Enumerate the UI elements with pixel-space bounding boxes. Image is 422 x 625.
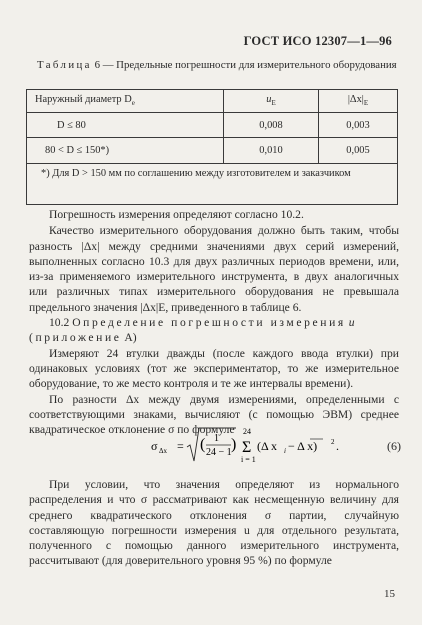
formula-lhs-sub: Δx bbox=[159, 447, 168, 455]
table-caption bbox=[37, 59, 397, 72]
paragraph-measure: Измеряют 24 втулки дважды (после каждого ввода втулки) при одинаковых условиях (тот же экспериментатор, то же измерительное оборудование, то же место контроля и те же интервалы времени). bbox=[29, 346, 399, 391]
header-diameter: Наружный диаметр $D_e$ bbox=[27, 90, 224, 113]
svg-text:): ) bbox=[231, 436, 237, 453]
table-row bbox=[27, 113, 398, 138]
row-range: 80 < D ≤ 150*) bbox=[27, 138, 224, 164]
row-u: 0,010 bbox=[224, 138, 319, 164]
paragraph-conditions: При условии, что значения определяют из нормального распределения и что σ рассматривают как несмещенную величину для среднего квадратического отклонения σ партии, случайную составляющую погрешности измерения u для отдельного результата, полученного с помощью данного измерительного инструмента, рассчитывают (для доверительного уровня 95 %) по формуле bbox=[29, 478, 399, 568]
tolerance-table bbox=[26, 89, 398, 205]
header-dx: $|\Delta x|_E$ bbox=[319, 90, 398, 113]
row-dx: 0,005 bbox=[319, 138, 398, 164]
header-u: $u_E$ bbox=[224, 90, 319, 113]
svg-text:(: ( bbox=[200, 436, 206, 453]
sum-upper: 24 bbox=[243, 427, 251, 436]
paragraph-quality: Качество измерительного оборудования должно быть таким, чтобы разность |Δx| между средними значениями двух серий измерений, выполненных согласно 10.3 для двух различных периодов времени, или, из-за применяемого измерительного инструмента, в двух аналогичных или различных типах измерительного оборудования не превышала предельного значения |Δx|E, приведенного в таблице 6. bbox=[29, 224, 399, 314]
formula-number: (6) bbox=[387, 439, 401, 453]
row-dx: 0,003 bbox=[319, 113, 398, 138]
paragraph-measurement: Погрешность измерения определяют согласно 10.2. bbox=[49, 208, 304, 221]
fraction-denominator: 24 − 1 bbox=[206, 447, 232, 458]
document-header: ГОСТ ИСО 12307—1—96 bbox=[243, 34, 392, 48]
sum-lower: i = 1 bbox=[241, 455, 256, 464]
page-number: 15 bbox=[384, 588, 395, 600]
bottom-text bbox=[29, 477, 399, 569]
summand-index: i bbox=[284, 447, 286, 455]
formula-6 bbox=[151, 425, 401, 465]
table-footnote: *) Для D > 150 мм по соглашению между изготовителем и заказчиком bbox=[27, 164, 398, 205]
table-row bbox=[27, 138, 398, 164]
summand-power: 2 bbox=[331, 438, 335, 446]
body-text bbox=[29, 207, 399, 437]
section-heading-line2: (приложение А) bbox=[29, 331, 137, 345]
svg-text:.: . bbox=[336, 439, 339, 453]
paragraph-difference: По разности Δx между двумя измерениями, определенными с соответствующими знаками, вычисляют (с помощью ЭВМ) среднее квадратическое отклонение σ по формуле bbox=[29, 392, 399, 437]
section-heading: 10.2 Определение погрешности измерения u bbox=[49, 316, 355, 330]
summand-rest: − Δ x) bbox=[288, 439, 318, 453]
table-footnote-row bbox=[27, 164, 398, 205]
svg-text:=: = bbox=[177, 439, 184, 453]
formula-lhs: σ bbox=[151, 439, 158, 453]
caption-label: Таблица bbox=[37, 59, 92, 71]
row-range: D ≤ 80 bbox=[27, 113, 224, 138]
fraction-numerator: 1 bbox=[214, 433, 219, 444]
summand: (Δ x bbox=[257, 439, 278, 453]
caption-text: 6 — Предельные погрешности для измерительного оборудования bbox=[91, 59, 397, 71]
formula-graphic bbox=[151, 425, 401, 465]
table-header-row bbox=[27, 90, 398, 113]
row-u: 0,008 bbox=[224, 113, 319, 138]
sum-sign: Σ bbox=[242, 439, 252, 456]
